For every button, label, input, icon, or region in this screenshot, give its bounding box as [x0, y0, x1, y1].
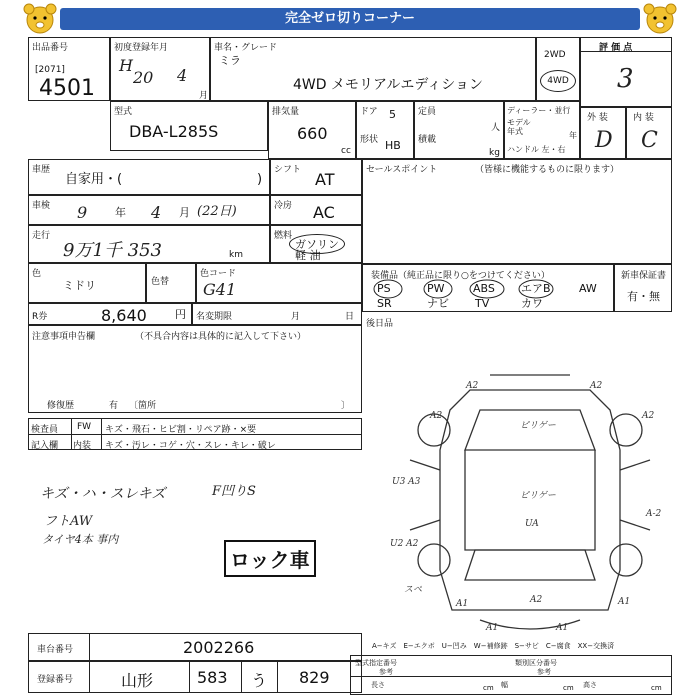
capacity-label: 定員: [418, 107, 437, 117]
color-value: ミドリ: [63, 279, 96, 292]
mark-a1-bumper: A1: [486, 623, 499, 633]
plate-cell: [28, 661, 362, 693]
shape-value: HB: [385, 139, 401, 152]
inspector-row2: キズ・汚レ・コゲ・穴・スレ・キレ・破レ: [105, 441, 276, 451]
model-year-unit: 年: [569, 131, 577, 140]
fuel-cell: [270, 225, 362, 263]
interior-cell: [626, 107, 672, 159]
model-label: 型式: [114, 107, 133, 117]
equip-navi: ナビ: [427, 297, 449, 310]
chassis-value: 2002266: [183, 638, 255, 657]
type-designation-cell: [350, 655, 672, 695]
repair-close: 〕: [341, 401, 351, 411]
doors-value: 5: [389, 108, 396, 121]
notes-note: （不具合内容は具体的に記入して下さい）: [135, 332, 307, 342]
mark-a2-rear: A2: [530, 595, 543, 605]
recycle-label: R券: [32, 312, 48, 322]
inspector-label: 検査員: [31, 425, 59, 435]
first-reg-year: 20: [133, 68, 154, 87]
type-designation-sub: 参考: [379, 668, 393, 676]
equip-ps: PS: [377, 282, 391, 295]
car-label: 車名・グレード: [214, 43, 278, 53]
chassis-label: 車台番号: [37, 645, 74, 655]
displacement-value: 660: [297, 124, 328, 143]
mark-roof: ピリゲー: [520, 491, 556, 501]
mark-a2-right: A2: [642, 411, 655, 421]
mark-hood: ピリゲー: [520, 421, 556, 431]
warranty-label: 新車保証書: [621, 271, 667, 281]
remark-line1: キズ・ハ・スレキズ: [40, 486, 166, 502]
car-cell: [210, 37, 536, 101]
exterior-value: D: [595, 128, 613, 153]
rear-label: 後日品: [366, 319, 394, 329]
mark-spare: スペ: [404, 585, 423, 595]
width-unit: cm: [563, 684, 574, 692]
first-reg-month-unit: 月: [199, 91, 209, 101]
color-swap-cell: [146, 263, 196, 303]
notes-cell: [28, 325, 362, 413]
plate-number: 829: [299, 668, 330, 687]
lock-stamp: ロック車: [224, 540, 316, 577]
warranty-value: 有・無: [627, 290, 660, 303]
deadline-month: 月: [291, 312, 301, 322]
mark-a2-top-left: A2: [466, 381, 479, 391]
drive-label: 2WD: [544, 50, 566, 60]
exterior-label: 外 装: [587, 113, 608, 123]
first-reg-month: 4: [177, 66, 188, 85]
mark-a2-top-right: A2: [590, 381, 603, 391]
length-unit: cm: [483, 684, 494, 692]
remark-line3: タイヤ4本 事内: [42, 533, 119, 546]
bear-mascot-icon: [640, 2, 680, 36]
load-label: 積載: [418, 135, 437, 145]
mark-a2-left: A2: [430, 411, 443, 421]
equip-airbag: エアB: [521, 282, 551, 295]
recycle-cell: [28, 303, 192, 325]
mark-a1-bumper-right: A1: [556, 623, 569, 633]
height-unit: cm: [651, 684, 662, 692]
lot-sub: [2071]: [35, 65, 65, 75]
inspector-row2-head: 内装: [73, 441, 92, 451]
drive-value: 4WD: [540, 70, 576, 92]
entry-label: 記入欄: [31, 441, 59, 451]
deadline-day: 日: [345, 312, 355, 322]
history-value: 自家用・(: [65, 172, 123, 187]
mark-u2a2: U2 A2: [390, 539, 419, 549]
rating-label: 評 価 点: [599, 43, 633, 53]
repair-value: 有: [109, 401, 119, 411]
capacity-unit: 人: [491, 123, 501, 133]
interior-label: 内 装: [633, 113, 654, 123]
recycle-unit: 円: [175, 308, 186, 321]
sales-point-cell: [362, 159, 672, 264]
category-label: 類別区分番号: [515, 659, 557, 667]
lot-label: 出品番号: [32, 43, 69, 53]
exterior-cell: [580, 107, 626, 159]
rating-cell: [580, 37, 672, 107]
notes-label: 注意事項申告欄: [32, 332, 96, 342]
recycle-value: 8,640: [101, 306, 147, 325]
dealer-label: ディーラー・並行: [507, 106, 571, 115]
inspection-label: 車検: [32, 201, 51, 211]
first-reg-cell: [110, 37, 210, 101]
rating-value: 3: [617, 64, 634, 94]
model-cell: [110, 101, 268, 151]
width-label: 幅: [501, 681, 508, 689]
color-code-label: 色コード: [200, 269, 237, 279]
history-label: 車歴: [32, 165, 51, 175]
drive-cell: [536, 37, 580, 101]
shape-label: 形状: [360, 135, 379, 145]
car-grade: 4WD メモリアルエディション: [293, 77, 484, 93]
fuel-label: 燃料: [274, 231, 293, 241]
length-label: 長さ: [371, 681, 385, 689]
warranty-cell: [614, 264, 672, 312]
remark-line4: F凹りS: [212, 484, 256, 499]
inspector-row1: キズ・飛石・ヒビ割・リペア跡・×要: [105, 425, 257, 435]
plate-kana: う: [251, 671, 268, 690]
fuel-gasoline: ガソリン: [289, 234, 345, 254]
mark-u3a3: U3 A3: [392, 477, 421, 487]
repair-spot: 〔箇所: [129, 401, 157, 411]
chassis-cell: [28, 633, 362, 661]
inspection-year-unit: 年: [115, 206, 126, 219]
header-banner: 完全ゼロ切りコーナー: [60, 8, 640, 30]
shift-label: シフト: [274, 165, 302, 175]
color-cell: [28, 263, 146, 303]
first-reg-label: 初度登録年月: [114, 43, 169, 53]
mileage-value: 9万1千 353: [63, 240, 162, 261]
capacity-cell: [414, 101, 504, 159]
mileage-label: 走行: [32, 231, 51, 241]
doors-cell: [356, 101, 414, 159]
equip-abs: ABS: [473, 282, 495, 295]
mileage-unit: km: [229, 250, 243, 260]
equip-pw: PW: [427, 282, 445, 295]
ac-label: 冷房: [274, 201, 293, 211]
height-label: 高さ: [583, 681, 597, 689]
interior-value: C: [641, 128, 658, 153]
ac-value: AC: [313, 203, 335, 222]
color-code-value: G41: [203, 280, 237, 299]
history-cell: [28, 159, 270, 195]
history-close: ): [257, 172, 263, 187]
model-value: DBA-L285S: [129, 122, 219, 141]
equipment-label: 装備品（純正品に限り○をつけてください）: [371, 271, 550, 281]
equip-aw: AW: [579, 282, 597, 295]
car-name: ミラ: [219, 54, 241, 67]
plate-region: 山形: [121, 671, 154, 690]
color-swap-label: 色替: [151, 277, 170, 287]
displacement-unit: cc: [341, 146, 351, 156]
inspector-row1-head: FW: [77, 422, 92, 432]
repair-label: 修復歴: [47, 401, 75, 411]
inspector-cell: [28, 418, 362, 450]
plate-label: 登録番号: [37, 675, 74, 685]
mark-ua: UA: [525, 519, 539, 529]
equip-sr: SR: [377, 297, 392, 310]
color-code-cell: [196, 263, 362, 303]
inspection-day: (22日): [197, 204, 237, 219]
equip-tv: TV: [475, 297, 490, 310]
ac-cell: [270, 195, 362, 225]
diagram-legend: A−キズ E−エクボ U−凹み W−補修跡 S−サビ C−腐食 XX−交換済: [372, 642, 615, 650]
doors-label: ドア: [360, 107, 378, 117]
shift-cell: [270, 159, 362, 195]
car-diagram: [380, 370, 680, 640]
sales-point-note: （皆様に機能するものに限ります）: [475, 165, 620, 175]
sales-point-label: セールスポイント: [366, 165, 438, 175]
model-year-label: モデル年式: [507, 118, 531, 136]
deadline-label: 名変期限: [196, 312, 233, 322]
mark-a1-rear-right: A1: [618, 597, 631, 607]
lot-cell: [28, 37, 110, 101]
deadline-cell: [192, 303, 362, 325]
displacement-label: 排気量: [272, 107, 300, 117]
handle-label: ハンドル 左・右: [507, 145, 566, 154]
inspection-cell: [28, 195, 270, 225]
mileage-cell: [28, 225, 270, 263]
fuel-diesel: 軽 油: [295, 249, 321, 262]
equipment-cell: [362, 264, 614, 312]
equipment-circles: [371, 279, 611, 301]
plate-class: 583: [197, 668, 228, 687]
inspection-month-unit: 月: [179, 206, 190, 219]
first-reg-era: H: [119, 56, 133, 75]
displacement-cell: [268, 101, 356, 159]
load-unit: kg: [489, 148, 500, 158]
category-sub: 参考: [537, 668, 551, 676]
shift-value: AT: [315, 170, 335, 189]
type-designation-label: 型式指定番号: [355, 659, 397, 667]
equip-leather: カワ: [521, 297, 543, 310]
color-label: 色: [32, 269, 42, 279]
lot-number: 4501: [39, 76, 95, 101]
mark-a-2-side: A-2: [646, 509, 662, 519]
bear-mascot-icon: [20, 2, 60, 36]
dealer-cell: [504, 101, 580, 159]
remark-line2: フトAW: [44, 514, 93, 529]
inspection-year: 9: [77, 203, 88, 222]
inspection-month: 4: [151, 203, 162, 222]
mark-a1-rear-left: A1: [456, 599, 469, 609]
